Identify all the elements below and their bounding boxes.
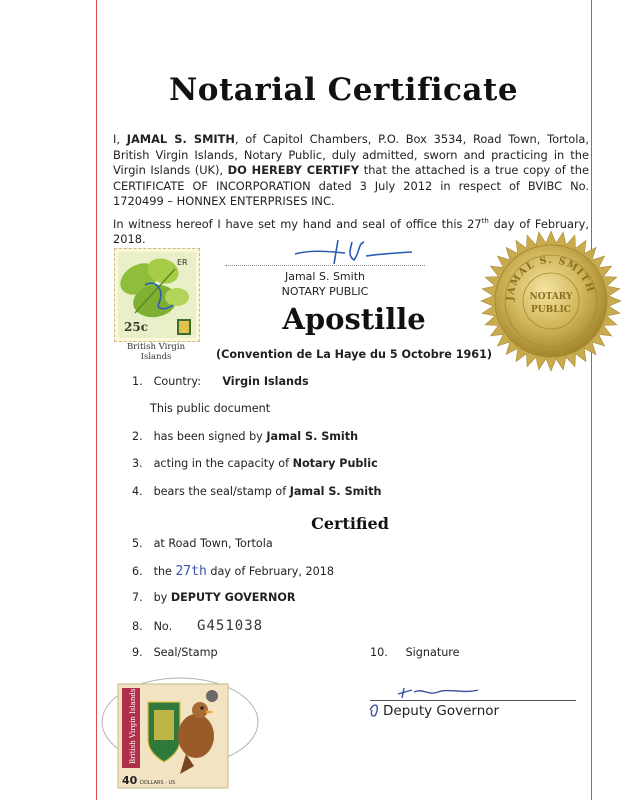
convention-subtitle: (Convention de La Haye du 5 Octobre 1961) [216, 348, 492, 361]
governor-signature-line [370, 700, 576, 701]
postage-stamp-bottom [100, 674, 260, 792]
notary-signature-line [225, 265, 425, 266]
left-margin-line [96, 0, 97, 800]
governor-title: Deputy Governor [383, 703, 500, 719]
svg-text:NOTARY: NOTARY [529, 292, 573, 302]
item-number: 8. No. G451038 [132, 618, 264, 634]
svg-text:JAMAL S. SMITH: JAMAL S. SMITH [504, 254, 597, 302]
item-place: 5. at Road Town, Tortola [132, 537, 273, 550]
item-seal-stamp: 9. Seal/Stamp [132, 646, 218, 659]
notary-signature-scribble [290, 236, 420, 268]
svg-text:British Virgin Islands: British Virgin Islands [129, 688, 137, 764]
item-date: 6. the 27th day of February, 2018 [132, 564, 334, 579]
stamp-country-label: British Virgin Islands [126, 342, 186, 362]
certificate-number: G451038 [197, 618, 264, 634]
leaf-stamp-image [115, 249, 199, 341]
item-signed-by: 2. has been signed by Jamal S. Smith [132, 430, 359, 443]
right-margin-line [591, 0, 592, 800]
handwritten-day: 27th [175, 564, 207, 579]
svg-text:DOLLARS - US: DOLLARS - US [140, 780, 176, 786]
certification-paragraph: I, JAMAL S. SMITH, of Capitol Chambers, P.O. Box 3534, Road Town, Tortola, British Virgin Islands, Notary Public, duly admitted, sworn and practicing in the Virgin Islands (UK), DO HEREBY CERTIFY that the attached is a true copy of the CERTIFICATE OF INCORPORATION dated 3 July 2012 in respect of BVIBC No. 1720499 – HONNEX ENTERPRISES INC. [113, 132, 589, 209]
svg-text:40: 40 [122, 774, 138, 787]
public-document-note: This public document [150, 402, 271, 415]
notary-name-bold: JAMAL S. SMITH [126, 132, 235, 146]
notary-role: NOTARY PUBLIC [281, 285, 369, 298]
country-value: Virgin Islands [222, 375, 309, 388]
postage-stamp-top [114, 248, 200, 342]
witness-paragraph: In witness hereof I have set my hand and seal of office this 27th day of February, 2018. [113, 216, 589, 247]
item-seal-of: 4. bears the seal/stamp of Jamal S. Smith [132, 485, 382, 498]
certified-heading: Certified [311, 514, 389, 533]
apostille-title: Apostille [282, 302, 426, 336]
certify-bold: DO HEREBY CERTIFY [227, 163, 360, 178]
svg-text:25c: 25c [124, 320, 149, 334]
notary-name: Jamal S. Smith [284, 270, 365, 283]
svg-text:PUBLIC: PUBLIC [531, 305, 571, 315]
certificate-title: Notarial Certificate [168, 72, 519, 108]
item-country: 1. Country: Virgin Islands [132, 375, 309, 388]
item-signature: 10. Signature [370, 646, 460, 659]
item-by: 7. by DEPUTY GOVERNOR [132, 591, 296, 604]
item-capacity: 3. acting in the capacity of Notary Public [132, 457, 378, 470]
svg-text:ER: ER [177, 258, 188, 267]
